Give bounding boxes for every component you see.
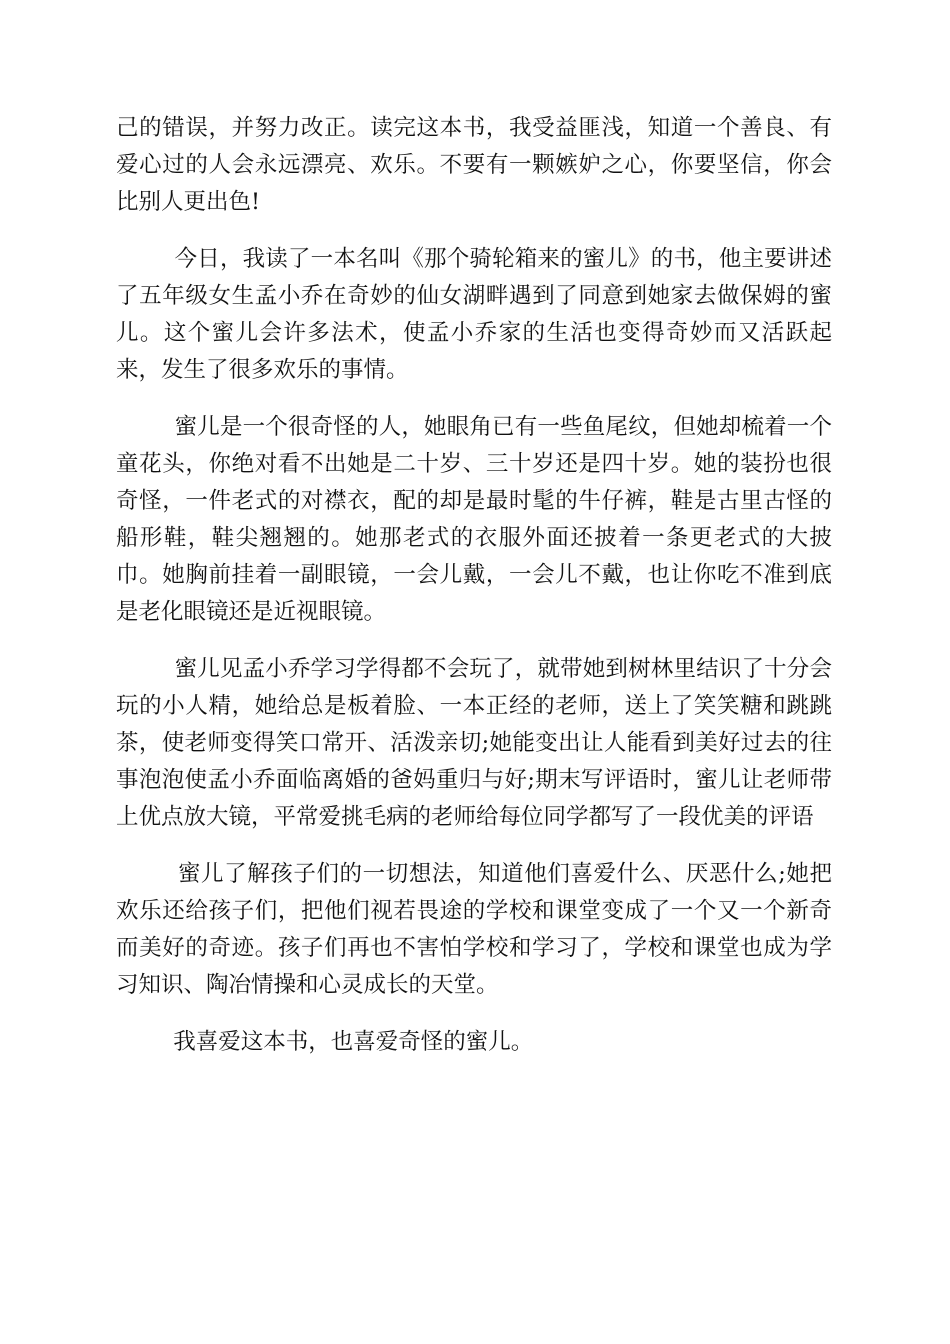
paragraph-4: 蜜儿见孟小乔学习学得都不会玩了，就带她到树林里结识了十分会玩的小人精，她给总是板着脸、一本正经的老师，送上了笑笑糖和跳跳茶，使老师变得笑口常开、活泼亲切;她能变出让人能看到美好过去的往事泡泡使孟小乔面临离婚的爸妈重归与好;期末写评语时，蜜儿让老师带上优点放大镜，平常爱挑毛病的老师给每位同学都写了一段优美的评语: [116, 656, 832, 830]
paragraph-1: 己的错误，并努力改正。读完这本书，我受益匪浅，知道一个善良、有爱心过的人会永远漂亮、欢乐。不要有一颗嫉妒之心，你要坚信，你会比别人更出色!: [116, 115, 832, 215]
paragraph-2: 今日，我读了一本名叫《那个骑轮箱来的蜜儿》的书，他主要讲述了五年级女生孟小乔在奇妙的仙女湖畔遇到了同意到她家去做保姆的蜜儿。这个蜜儿会许多法术，使孟小乔家的生活也变得奇妙而又活跃起来，发生了很多欢乐的事情。: [116, 246, 832, 383]
paragraph-5: 蜜儿了解孩子们的一切想法，知道他们喜爱什么、厌恶什么;她把欢乐还给孩子们，把他们视若畏途的学校和课堂变成了一个又一个新奇而美好的奇迹。孩子们再也不害怕学校和学习了，学校和课堂也成为学习知识、陶冶情操和心灵成长的天堂。: [116, 861, 832, 998]
paragraph-3: 蜜儿是一个很奇怪的人，她眼角已有一些鱼尾纹，但她却梳着一个童花头，你绝对看不出她是二十岁、三十岁还是四十岁。她的装扮也很奇怪，一件老式的对襟衣，配的却是最时髦的牛仔裤，鞋是古里古怪的船形鞋，鞋尖翘翘的。她那老式的衣服外面还披着一条更老式的大披巾。她胸前挂着一副眼镜，一会儿戴，一会儿不戴，也让你吃不准到底是老化眼镜还是近视眼镜。: [116, 414, 832, 625]
paragraph-6: 我喜爱这本书，也喜爱奇怪的蜜儿。: [116, 1029, 534, 1055]
document-body: [116, 110, 832, 1081]
